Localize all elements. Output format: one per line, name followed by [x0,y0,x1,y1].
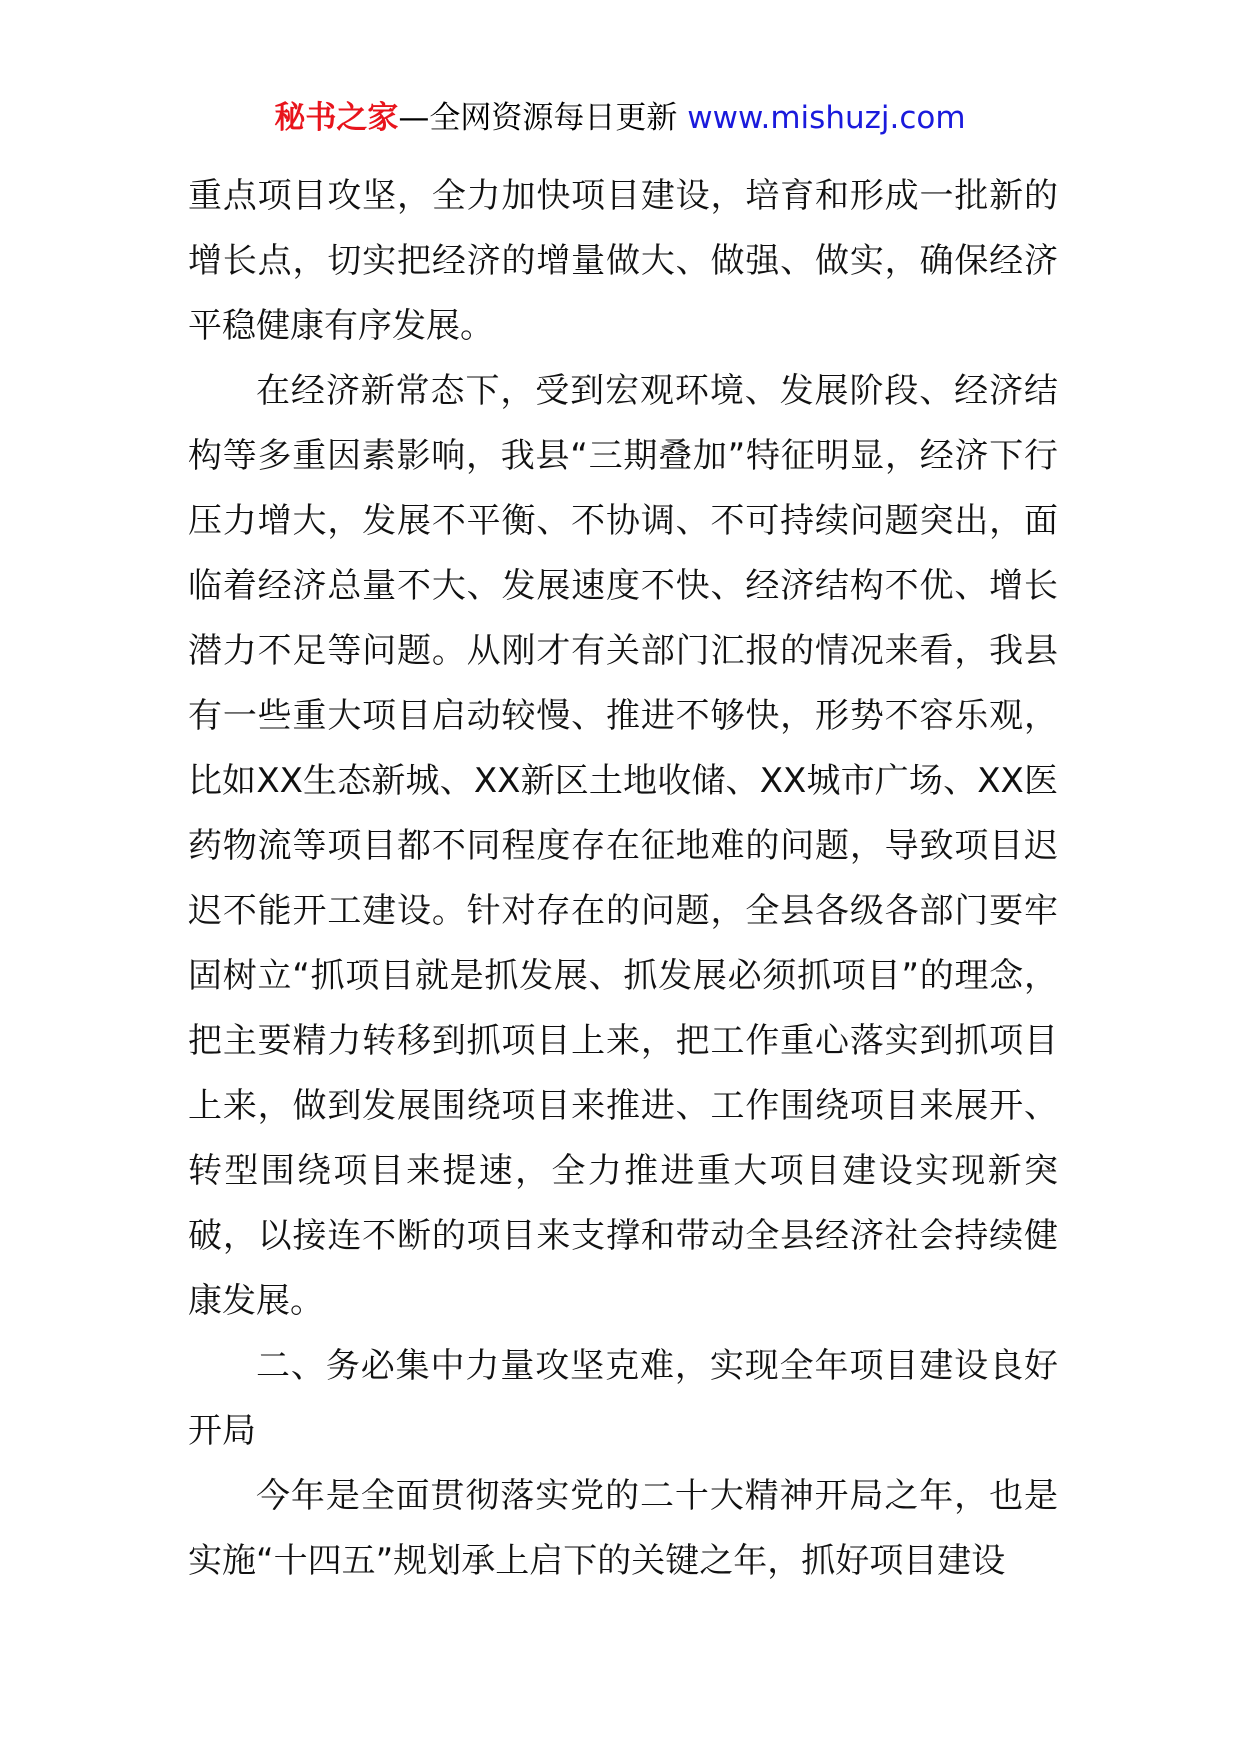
section-heading-2: 二、务必集中力量攻坚克难，实现全年项目建设良好开局 [188,1346,1058,1451]
site-brand: 秘书之家 [274,100,399,136]
site-url-link[interactable]: www.mishuzj.com [687,100,966,136]
paragraph-continuation: 重点项目攻坚，全力加快项目建设，培育和形成一批新的增长点，切实把经济的增量做大、做强、做实，确保经济平稳健康有序发展。 [188,176,1058,346]
paragraph-this-year: 今年是全面贯彻落实党的二十大精神开局之年，也是实施“十四五”规划承上启下的关键之年，抓好项目建设 [188,1476,1058,1581]
document-body [188,164,1058,1594]
paragraph-economic-situation: 在经济新常态下，受到宏观环境、发展阶段、经济结构等多重因素影响，我县“三期叠加”特征明显，经济下行压力增大，发展不平衡、不协调、不可持续问题突出，面临着经济总量不大、发展速度不快、经济结构不优、增长潜力不足等问题。从刚才有关部门汇报的情况来看，我县有一些重大项目启动较慢、推进不够快，形势不容乐观，比如XX生态新城、XX新区土地收储、XX城市广场、XX医药物流等项目都不同程度存在征地难的问题，导致项目迟迟不能开工建设。针对存在的问题，全县各级各部门要牢固树立“抓项目就是抓发展、抓发展必须抓项目”的理念，把主要精力转移到抓项目上来，把工作重心落实到抓项目上来，做到发展围绕项目来推进、工作围绕项目来展开、转型围绕项目来提速，全力推进重大项目建设实现新突破，以接连不断的项目来支撑和带动全县经济社会持续健康发展。 [188,371,1058,1321]
site-tagline: —全网资源每日更新 [398,100,688,136]
site-header [0,98,1240,138]
